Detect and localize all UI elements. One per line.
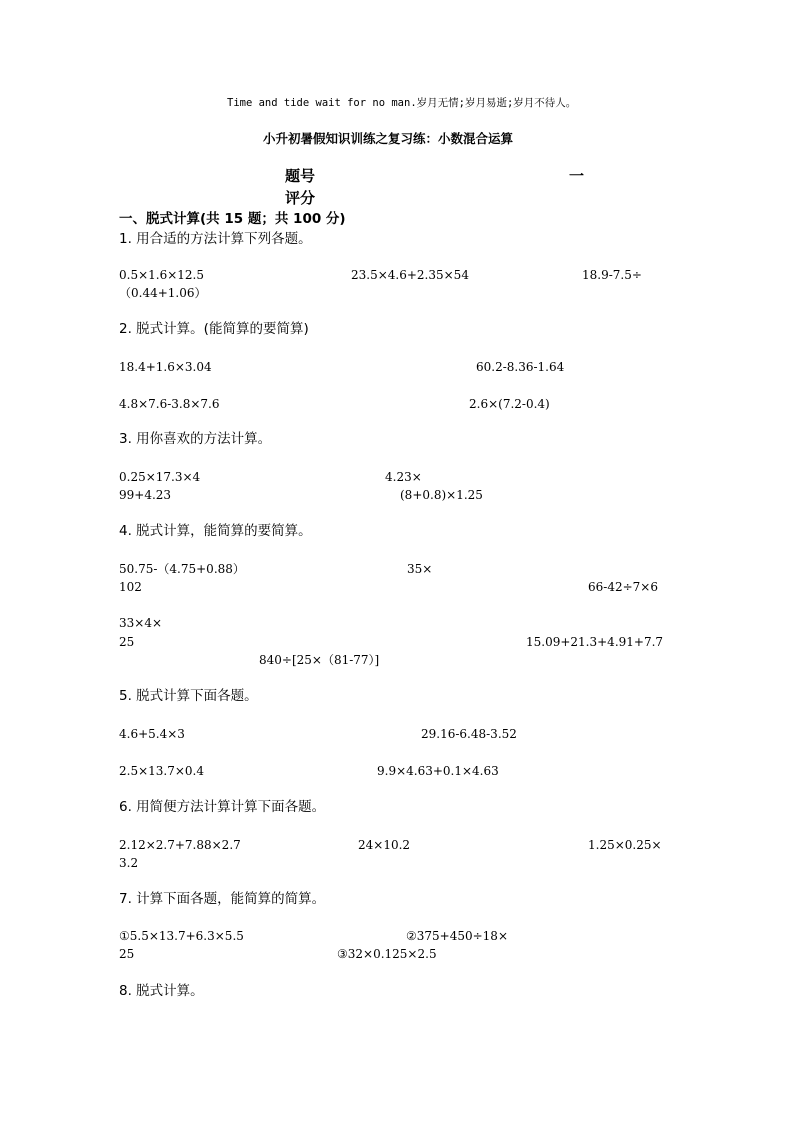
score-table-number-label: 题号: [285, 167, 316, 185]
q4-item-4: 33×4×: [119, 616, 163, 630]
q2-item-2: 60.2-8.36-1.64: [476, 360, 565, 374]
q4-item-2: 35×: [407, 562, 433, 576]
q5-item-3: 2.5×13.7×0.4: [119, 764, 204, 778]
q3-item-1: 0.25×17.3×4: [119, 470, 201, 484]
q1-item-1: 0.5×1.6×12.5: [119, 268, 204, 282]
q3-item-2-cont: 99+4.23: [119, 488, 172, 502]
q7-item-2: ②375+450÷18×: [406, 929, 508, 943]
question-7-title: 7. 计算下面各题，能简算的简算。: [119, 891, 326, 907]
q3-item-3: (8+0.8)×1.25: [400, 488, 483, 502]
q6-item-1: 2.12×2.7+7.88×2.7: [119, 838, 241, 852]
motto-line: Time and tide wait for no man.岁月无情;岁月易逝;岁月不待人。: [227, 97, 577, 109]
question-2-title: 2. 脱式计算。(能简算的要简算): [119, 321, 309, 337]
score-table-col-1: 一: [569, 167, 585, 185]
q3-item-2: 4.23×: [385, 470, 422, 484]
question-6-title: 6. 用简便方法计算计算下面各题。: [119, 799, 326, 815]
q5-item-4: 9.9×4.63+0.1×4.63: [377, 764, 499, 778]
q1-item-3-cont: （0.44+1.06）: [119, 286, 207, 300]
q1-item-3: 18.9-7.5÷: [582, 268, 642, 282]
question-1-title: 1. 用合适的方法计算下列各题。: [119, 231, 312, 247]
document-title: 小升初暑假知识训练之复习练：小数混合运算: [263, 131, 514, 146]
question-3-title: 3. 用你喜欢的方法计算。: [119, 431, 272, 447]
question-4-title: 4. 脱式计算，能简算的要简算。: [119, 523, 312, 539]
score-table-score-label: 评分: [285, 189, 316, 207]
q5-item-2: 29.16-6.48-3.52: [421, 727, 517, 741]
q4-item-3: 66-42÷7×6: [588, 580, 658, 594]
question-5-title: 5. 脱式计算下面各题。: [119, 688, 258, 704]
q4-item-1: 50.75-（4.75+0.88）: [119, 562, 245, 576]
q1-item-2: 23.5×4.6+2.35×54: [351, 268, 469, 282]
q2-item-1: 18.4+1.6×3.04: [119, 360, 212, 374]
q2-item-4: 2.6×(7.2-0.4): [469, 397, 550, 411]
q6-item-3-cont: 3.2: [119, 856, 139, 870]
q4-item-2-cont: 102: [119, 580, 142, 594]
section-heading: 一、脱式计算(共 15 题；共 100 分): [119, 211, 346, 227]
q4-item-6: 840÷[25×（81-77）]: [259, 653, 380, 667]
q6-item-3: 1.25×0.25×: [588, 838, 662, 852]
q7-item-2-cont: 25: [119, 947, 135, 961]
q4-item-4-cont: 25: [119, 635, 135, 649]
q4-item-5: 15.09+21.3+4.91+7.7: [526, 635, 664, 649]
q2-item-3: 4.8×7.6-3.8×7.6: [119, 397, 220, 411]
q7-item-1: ①5.5×13.7+6.3×5.5: [119, 929, 244, 943]
q6-item-2: 24×10.2: [358, 838, 411, 852]
q5-item-1: 4.6+5.4×3: [119, 727, 185, 741]
q7-item-3: ③32×0.125×2.5: [337, 947, 437, 961]
question-8-title: 8. 脱式计算。: [119, 983, 204, 999]
